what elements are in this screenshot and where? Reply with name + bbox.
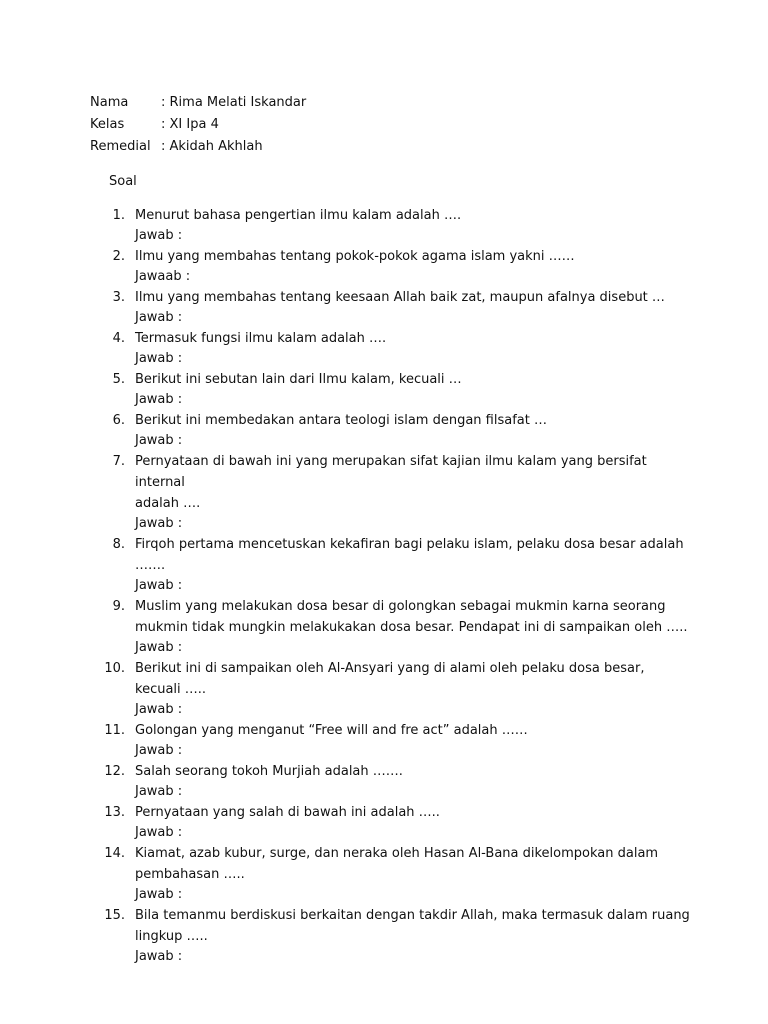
question-text-line: Berikut ini sebutan lain dari Ilmu kalam, kecuali … xyxy=(135,372,462,387)
question-item xyxy=(0,410,768,451)
question-item xyxy=(0,205,768,246)
question-item xyxy=(0,287,768,328)
student-info-row xyxy=(90,92,306,114)
question-item xyxy=(0,246,768,287)
question-item xyxy=(0,328,768,369)
question-text xyxy=(135,843,690,885)
question-number: 15. xyxy=(104,908,125,923)
student-info-row xyxy=(90,136,306,158)
question-text xyxy=(135,328,690,349)
question-text-line: Pernyataan yang salah di bawah ini adalah ….. xyxy=(135,805,440,820)
answer-label: Jawab : xyxy=(135,949,183,964)
field-value-kelas: : XI Ipa 4 xyxy=(161,117,219,132)
question-text xyxy=(135,658,690,700)
section-title: Soal xyxy=(109,174,137,189)
question-text xyxy=(135,596,690,638)
student-info-row xyxy=(90,114,306,136)
question-number: 8. xyxy=(112,537,125,552)
question-text-line: Bila temanmu berdiskusi berkaitan dengan takdir Allah, maka termasuk dalam ruang xyxy=(135,908,690,923)
field-value-nama: : Rima Melati Iskandar xyxy=(161,95,307,110)
answer-label: Jawab : xyxy=(135,433,183,448)
question-number: 13. xyxy=(104,805,125,820)
question-text xyxy=(135,802,690,823)
question-text xyxy=(135,534,690,576)
answer-label: Jawab : xyxy=(135,578,183,593)
question-text-line: Firqoh pertama mencetuskan kekafiran bagi pelaku islam, pelaku dosa besar adalah ……. xyxy=(135,537,684,573)
question-number: 4. xyxy=(112,331,125,346)
answer-label: Jawab : xyxy=(135,392,183,407)
answer-label: Jawab : xyxy=(135,743,183,758)
question-number: 9. xyxy=(112,599,125,614)
question-text xyxy=(135,905,690,947)
question-item xyxy=(0,761,768,802)
field-label-nama: Nama xyxy=(90,95,129,110)
question-item xyxy=(0,658,768,720)
question-text-line: Ilmu yang membahas tentang pokok-pokok agama islam yakni …… xyxy=(135,249,575,264)
answer-label: Jawab : xyxy=(135,351,183,366)
question-text-line: mukmin tidak mungkin melakukakan dosa besar. Pendapat ini di sampaikan oleh ….. xyxy=(135,620,688,635)
question-item xyxy=(0,905,768,967)
question-text-line: Menurut bahasa pengertian ilmu kalam adalah …. xyxy=(135,208,462,223)
question-item xyxy=(0,451,768,534)
question-list xyxy=(0,205,768,967)
question-text xyxy=(135,410,690,431)
question-text-line: pembahasan ….. xyxy=(135,867,245,882)
question-item xyxy=(0,720,768,761)
answer-label: Jawab : xyxy=(135,228,183,243)
question-text-line: lingkup ….. xyxy=(135,929,208,944)
answer-label: Jawab : xyxy=(135,310,183,325)
answer-label: Jawab : xyxy=(135,702,183,717)
answer-label: Jawab : xyxy=(135,825,183,840)
question-text-line: Muslim yang melakukan dosa besar di golongkan sebagai mukmin karna seorang xyxy=(135,599,666,614)
question-text xyxy=(135,761,690,782)
question-text-line: Ilmu yang membahas tentang keesaan Allah baik zat, maupun afalnya disebut … xyxy=(135,290,665,305)
question-number: 11. xyxy=(104,723,125,738)
question-item xyxy=(0,596,768,658)
question-number: 7. xyxy=(112,454,125,469)
field-label-remedial: Remedial xyxy=(90,139,151,154)
question-number: 5. xyxy=(112,372,125,387)
question-item xyxy=(0,802,768,843)
question-number: 14. xyxy=(104,846,125,861)
question-number: 12. xyxy=(104,764,125,779)
question-text xyxy=(135,287,690,308)
question-text-line: Golongan yang menganut “Free will and fre act” adalah …… xyxy=(135,723,528,738)
question-text xyxy=(135,246,690,267)
question-text xyxy=(135,369,690,390)
question-text-line: Salah seorang tokoh Murjiah adalah ……. xyxy=(135,764,403,779)
question-text-line: Berikut ini di sampaikan oleh Al-Ansyari yang di alami oleh pelaku dosa besar, kecuali ….. xyxy=(135,661,645,697)
answer-label: Jawaab : xyxy=(135,269,191,284)
question-text-line: Kiamat, azab kubur, surge, dan neraka oleh Hasan Al-Bana dikelompokan dalam xyxy=(135,846,659,861)
question-item xyxy=(0,369,768,410)
question-text-line: Termasuk fungsi ilmu kalam adalah …. xyxy=(135,331,387,346)
question-text xyxy=(135,205,690,226)
question-text-line: Berikut ini membedakan antara teologi islam dengan filsafat … xyxy=(135,413,547,428)
question-number: 2. xyxy=(112,249,125,264)
question-number: 1. xyxy=(112,208,125,223)
question-text-line: Pernyataan di bawah ini yang merupakan sifat kajian ilmu kalam yang bersifat internal xyxy=(135,454,647,490)
question-text-line: adalah …. xyxy=(135,496,201,511)
answer-label: Jawab : xyxy=(135,784,183,799)
field-label-kelas: Kelas xyxy=(90,117,125,132)
question-item xyxy=(0,534,768,596)
student-info xyxy=(90,92,306,158)
answer-label: Jawab : xyxy=(135,887,183,902)
answer-label: Jawab : xyxy=(135,640,183,655)
question-text xyxy=(135,720,690,741)
question-number: 3. xyxy=(112,290,125,305)
field-value-remedial: : Akidah Akhlah xyxy=(161,139,263,154)
question-text xyxy=(135,451,690,514)
question-number: 10. xyxy=(104,661,125,676)
question-number: 6. xyxy=(112,413,125,428)
answer-label: Jawab : xyxy=(135,516,183,531)
question-item xyxy=(0,843,768,905)
